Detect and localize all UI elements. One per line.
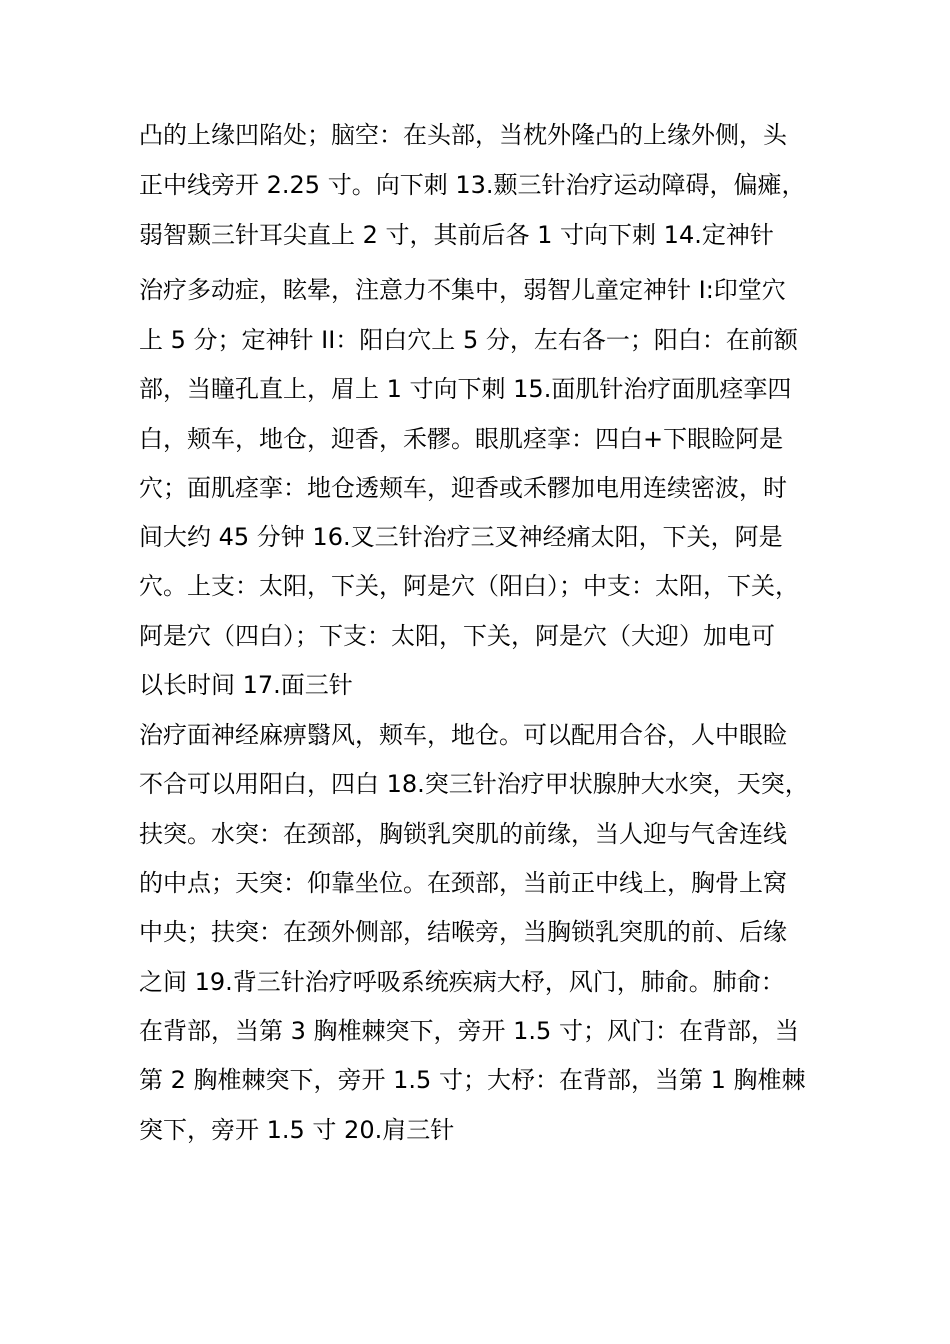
text-line: 弱智颞三针耳尖直上 2 寸，其前后各 1 寸向下刺 14.定神针 [139,221,774,249]
text-line: 凸的上缘凹陷处；脑空：在头部，当枕外隆凸的上缘外侧，头 [139,121,787,149]
text-line: 穴；面肌痉挛：地仓透颊车，迎香或禾髎加电用连续密波，时 [139,474,787,502]
text-line: 间大约 45 分钟 16.叉三针治疗三叉神经痛太阳，下关，阿是 [139,523,783,551]
text-line: 第 2 胸椎棘突下，旁开 1.5 寸；大杼：在背部，当第 1 胸椎棘 [139,1066,806,1094]
text-line: 在背部，当第 3 胸椎棘突下，旁开 1.5 寸；风门：在背部，当 [139,1017,799,1045]
text-line: 正中线旁开 2.25 寸。向下刺 13.颞三针治疗运动障碍，偏瘫， [139,171,806,199]
text-line: 之间 19.背三针治疗呼吸系统疾病大杼，风门，肺俞。肺俞： [139,968,785,996]
text-line: 以长时间 17.面三针 [139,671,353,699]
text-line: 白，颊车，地仓，迎香，禾髎。眼肌痉挛：四白+下眼睑阿是 [139,425,784,453]
text-line: 的中点；天突：仰靠坐位。在颈部，当前正中线上，胸骨上窝 [139,869,787,897]
text-line: 扶突。水突：在颈部，胸锁乳突肌的前缘，当人迎与气舍连线 [139,820,787,848]
text-line: 穴。上支：太阳，下关，阿是穴（阳白）；中支：太阳，下关， [139,572,799,600]
text-line: 治疗多动症，眩晕，注意力不集中，弱智儿童定神针 I:印堂穴 [139,276,786,304]
text-line: 阿是穴（四白）；下支：太阳，下关，阿是穴（大迎）加电可 [139,622,775,650]
text-line: 部，当瞳孔直上，眉上 1 寸向下刺 15.面肌针治疗面肌痉挛四 [139,375,792,403]
text-line: 突下，旁开 1.5 寸 20.肩三针 [139,1116,455,1144]
text-line: 中央；扶突：在颈外侧部，结喉旁，当胸锁乳突肌的前、后缘 [139,918,787,946]
text-line: 不合可以用阳白，四白 18.突三针治疗甲状腺肿大水突，天突， [139,770,809,798]
text-line: 治疗面神经麻痹翳风，颊车，地仓。可以配用合谷，人中眼睑 [139,721,787,749]
text-line: 上 5 分；定神针 II：阳白穴上 5 分，左右各一；阳白：在前额 [139,326,798,354]
